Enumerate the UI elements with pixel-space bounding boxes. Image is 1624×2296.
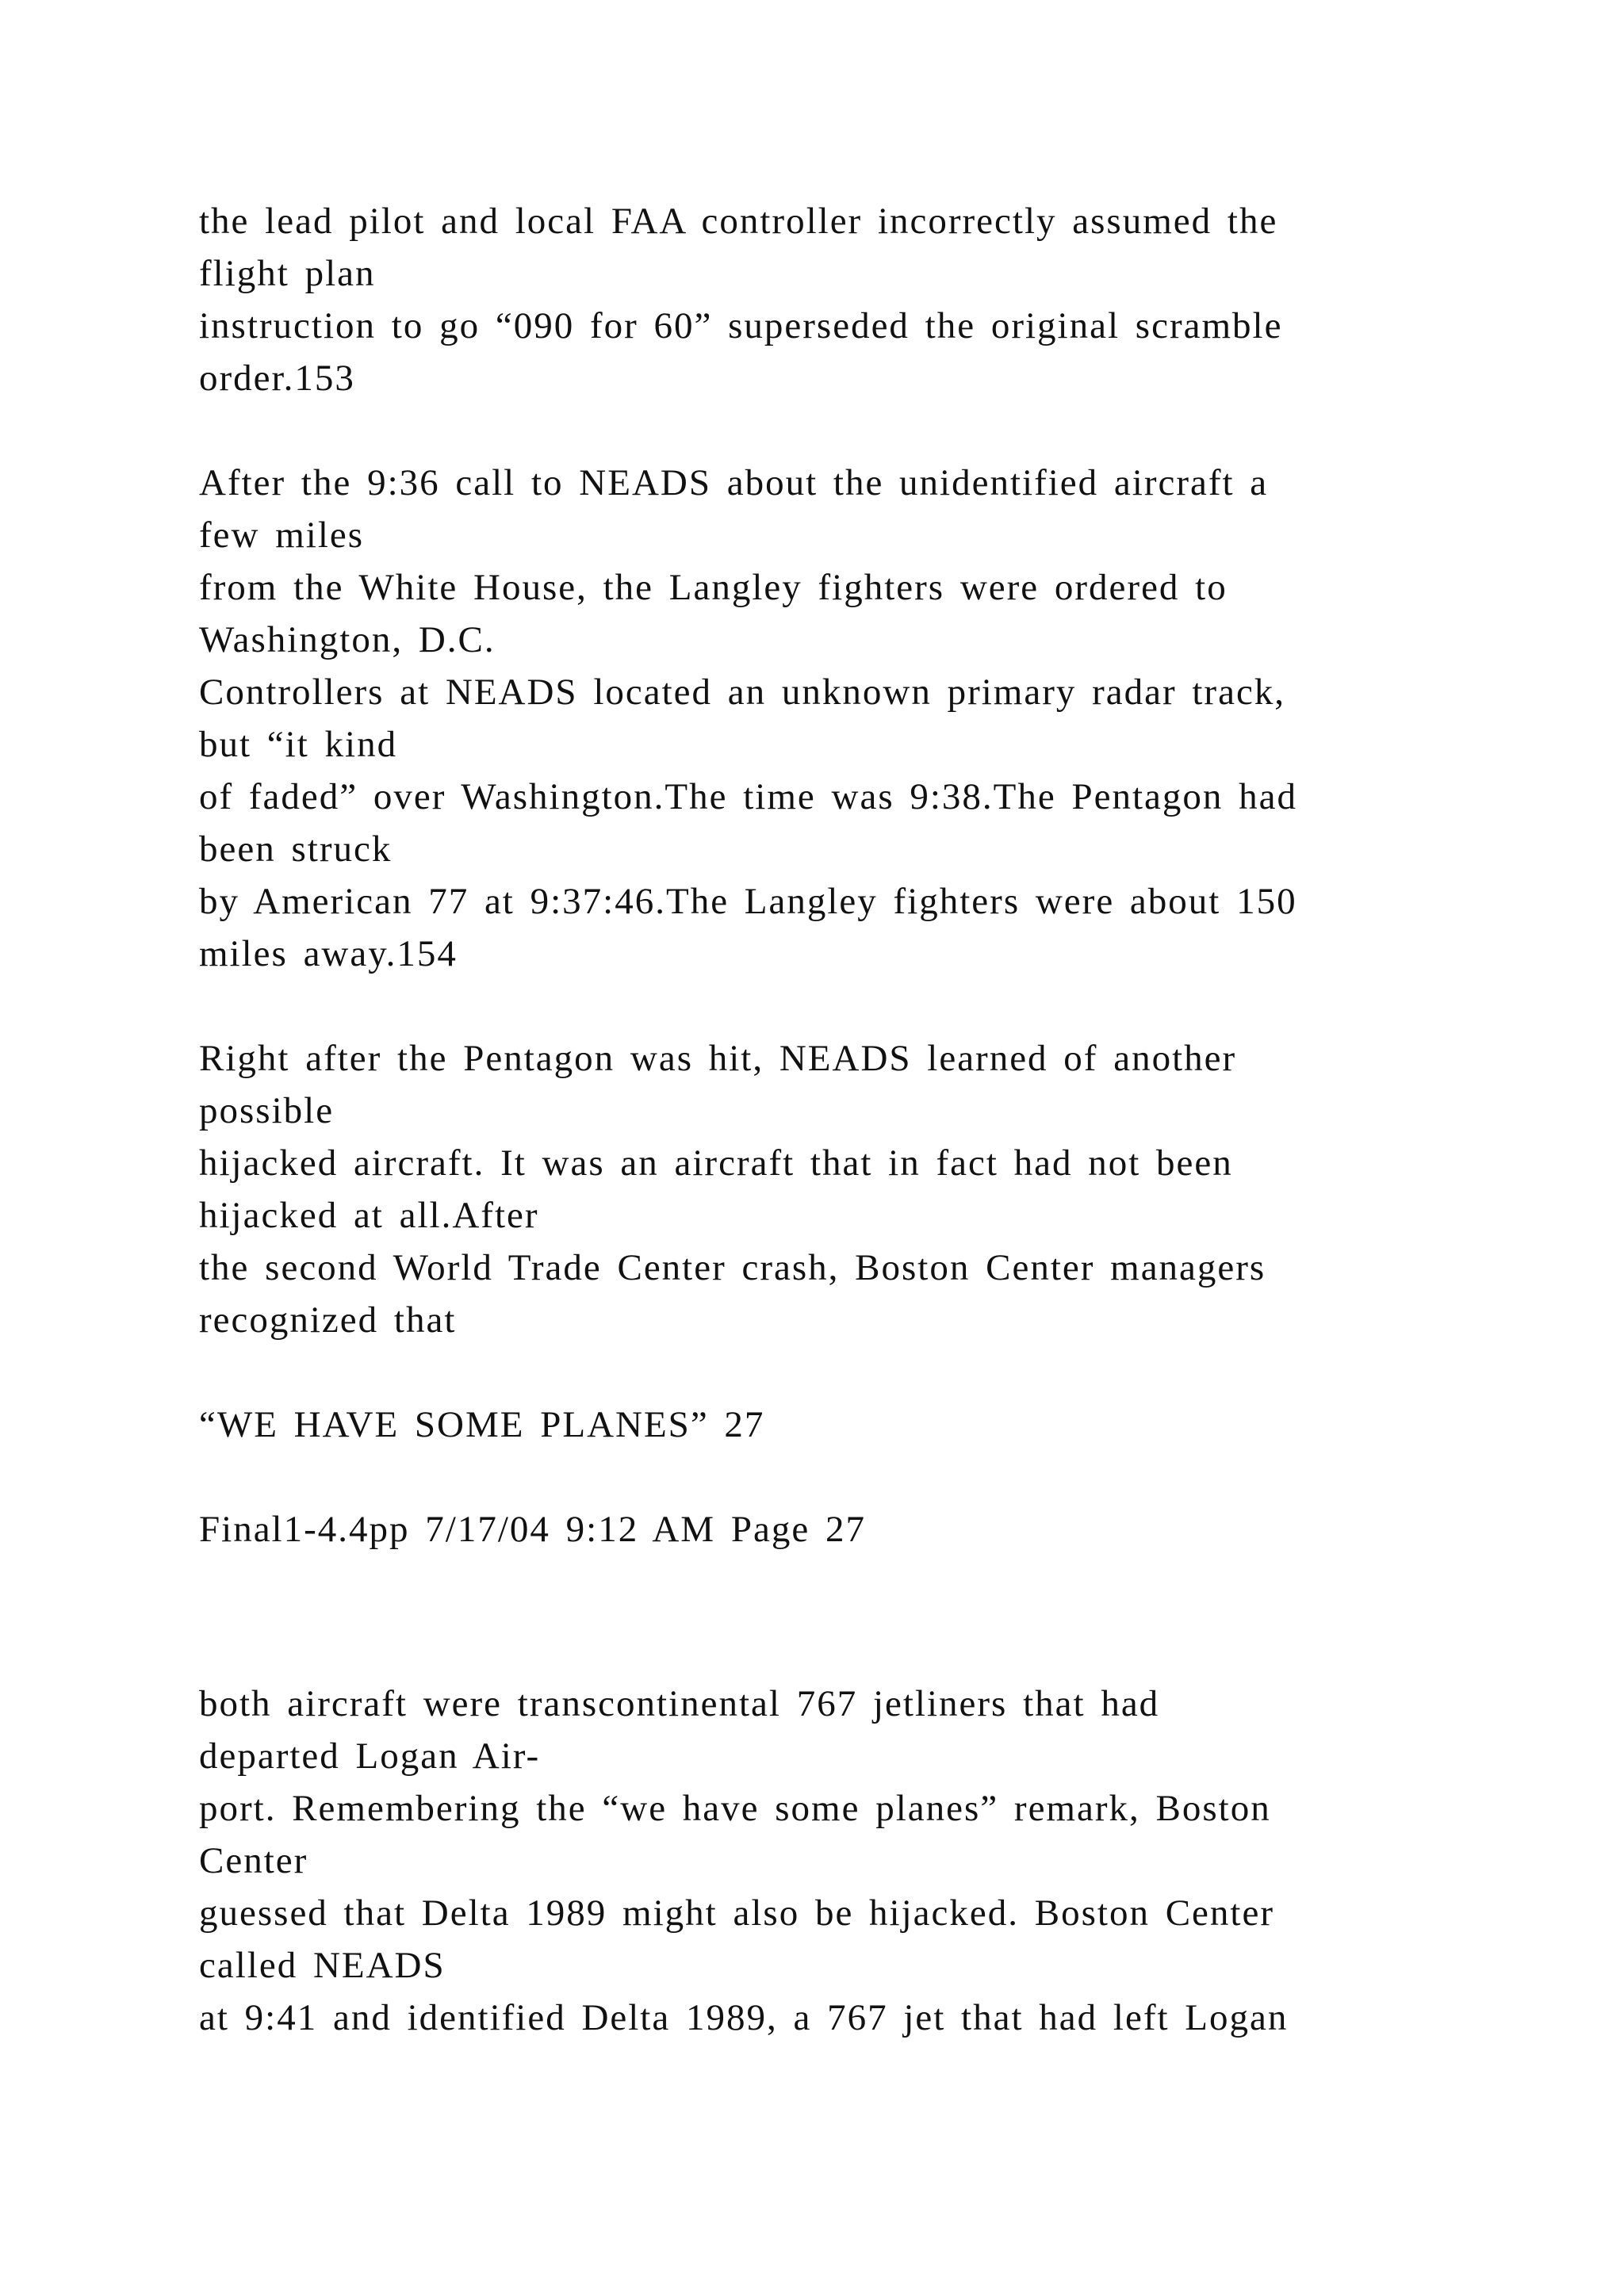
text-line: port. Remembering the “we have some planes” remark, Boston <box>199 1788 1271 1829</box>
paragraph <box>199 195 1452 404</box>
text-line: from the White House, the Langley fighters were ordered to <box>199 567 1228 608</box>
paragraph-gap <box>199 980 1452 1032</box>
paragraph <box>199 1032 1452 1346</box>
text-line: of faded” over Washington.The time was 9:38.The Pentagon had <box>199 776 1298 817</box>
text-line: departed Logan Air- <box>199 1735 541 1777</box>
paragraph <box>199 1678 1452 2044</box>
page-break-gap <box>199 1556 1452 1678</box>
text-line: the lead pilot and local FAA controller incorrectly assumed the <box>199 201 1278 242</box>
text-line: Center <box>199 1840 308 1881</box>
text-line: the second World Trade Center crash, Boston Center managers <box>199 1247 1266 1288</box>
paragraph-gap <box>199 404 1452 457</box>
text-line: flight plan <box>199 253 376 294</box>
text-line: Controllers at NEADS located an unknown primary radar track, <box>199 672 1286 713</box>
text-line: called NEADS <box>199 1945 446 1986</box>
text-line: both aircraft were transcontinental 767 jetliners that had <box>199 1683 1160 1724</box>
file-footer-text: Final1-4.4pp 7/17/04 9:12 AM Page 27 <box>199 1509 866 1550</box>
text-line: guessed that Delta 1989 might also be hijacked. Boston Center <box>199 1892 1274 1934</box>
paragraph-gap <box>199 1451 1452 1503</box>
text-line: recognized that <box>199 1299 457 1341</box>
file-footer <box>199 1503 1452 1556</box>
text-line: been struck <box>199 828 393 870</box>
text-line: hijacked aircraft. It was an aircraft that in fact had not been <box>199 1142 1233 1184</box>
text-line: few miles <box>199 515 365 556</box>
text-line: After the 9:36 call to NEADS about the unidentified aircraft a <box>199 462 1269 503</box>
paragraph-gap <box>199 1346 1452 1399</box>
text-line: Right after the Pentagon was hit, NEADS learned of another <box>199 1038 1237 1079</box>
text-line: by American 77 at 9:37:46.The Langley fighters were about 150 <box>199 881 1297 922</box>
text-line: hijacked at all.After <box>199 1195 539 1236</box>
text-line: possible <box>199 1090 335 1131</box>
text-line: at 9:41 and identified Delta 1989, a 767 jet that had left Logan <box>199 1997 1289 2038</box>
text-line: but “it kind <box>199 724 398 765</box>
text-line: order.153 <box>199 358 355 399</box>
running-header-text: “WE HAVE SOME PLANES” 27 <box>199 1404 765 1445</box>
paragraph <box>199 457 1452 980</box>
text-line: instruction to go “090 for 60” superseded the original scramble <box>199 305 1283 346</box>
text-line: miles away.154 <box>199 933 458 974</box>
document-body <box>199 195 1452 2044</box>
text-line: Washington, D.C. <box>199 619 496 660</box>
running-header <box>199 1399 1452 1451</box>
